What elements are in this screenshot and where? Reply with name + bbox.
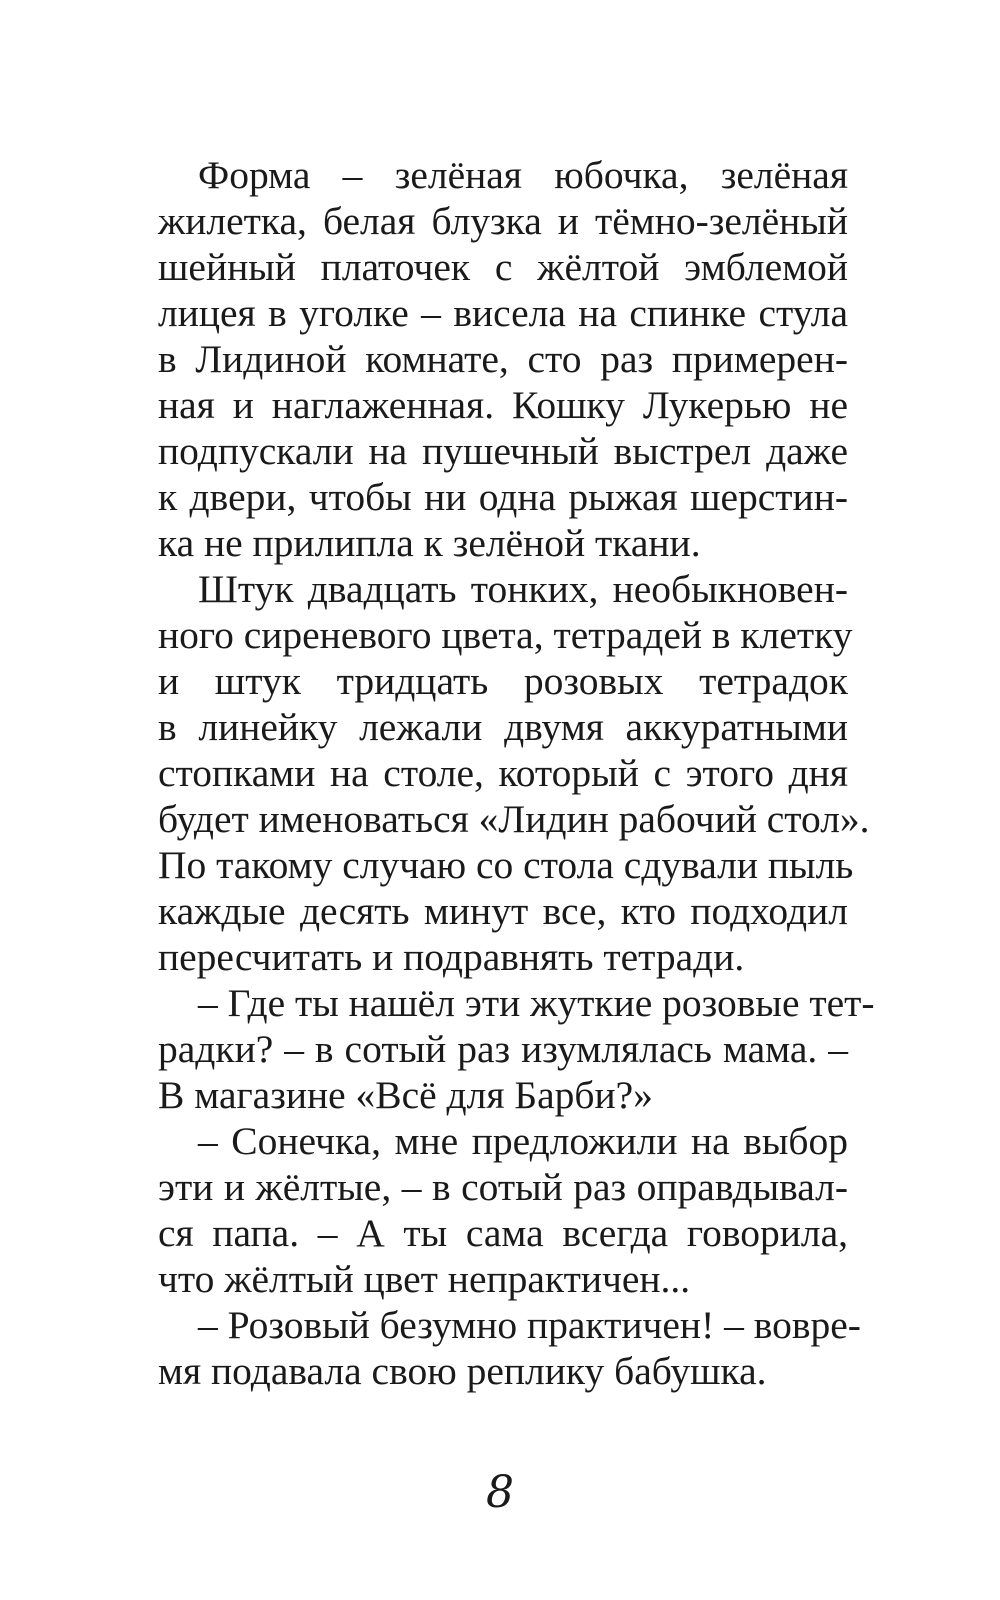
paragraph: [158, 1302, 861, 1394]
text-line: В магазине «Всё для Барби?»: [158, 1073, 653, 1117]
text-line: в линейку лежали двумя аккуратными: [158, 705, 848, 749]
text-line: и штук тридцать розовых тетрадок: [158, 659, 848, 703]
paragraph: [158, 152, 848, 566]
text-line: Штук двадцать тонких, необыкновен-: [198, 567, 848, 611]
text-line: ная и наглаженная. Кошку Лукерью не: [158, 383, 848, 427]
text-line: лицея в уголке – висела на спинке стула: [158, 291, 848, 335]
text-line: ся папа. – А ты сама всегда говорила,: [158, 1211, 848, 1255]
text-line: пересчитать и подравнять тетради.: [158, 935, 745, 979]
text-line: – Розовый безумно практичен! – вовре-: [198, 1303, 861, 1347]
paragraph: [158, 1118, 848, 1302]
text-line: – Где ты нашёл эти жуткие розовые тет-: [198, 981, 875, 1025]
text-line: что жёлтый цвет непрактичен...: [158, 1257, 691, 1301]
text-line: шейный платочек с жёлтой эмблемой: [158, 245, 848, 289]
paragraph: [158, 566, 870, 980]
text-line: к двери, чтобы ни одна рыжая шерстин-: [158, 475, 848, 519]
page-number: 8: [486, 1467, 514, 1518]
text-line: в Лидиной комнате, сто раз примерен-: [158, 337, 848, 381]
text-line: жилетка, белая блузка и тёмно-зелёный: [158, 199, 848, 243]
text-line: подпускали на пушечный выстрел даже: [158, 429, 848, 473]
text-line: – Сонечка, мне предложили на выбор: [198, 1119, 848, 1163]
text-line: будет именоваться «Лидин рабочий стол».: [158, 797, 870, 841]
body-text: [158, 152, 875, 1394]
text-line: Форма – зелёная юбочка, зелёная: [198, 153, 848, 197]
text-line: стопками на столе, который с этого дня: [158, 751, 848, 795]
text-line: радки? – в сотый раз изумлялась мама. –: [158, 1027, 848, 1071]
text-line: По такому случаю со стола сдували пыль: [158, 843, 854, 887]
text-line: ного сиреневого цвета, тетрадей в клетку: [158, 613, 853, 657]
text-line: каждые десять минут все, кто подходил: [158, 889, 848, 933]
text-line: эти и жёлтые, – в сотый раз оправдывал-: [158, 1165, 848, 1209]
paragraph: [158, 980, 875, 1118]
text-line: мя подавала свою реплику бабушка.: [158, 1349, 767, 1393]
text-line: ка не прилипла к зелёной ткани.: [158, 521, 701, 565]
